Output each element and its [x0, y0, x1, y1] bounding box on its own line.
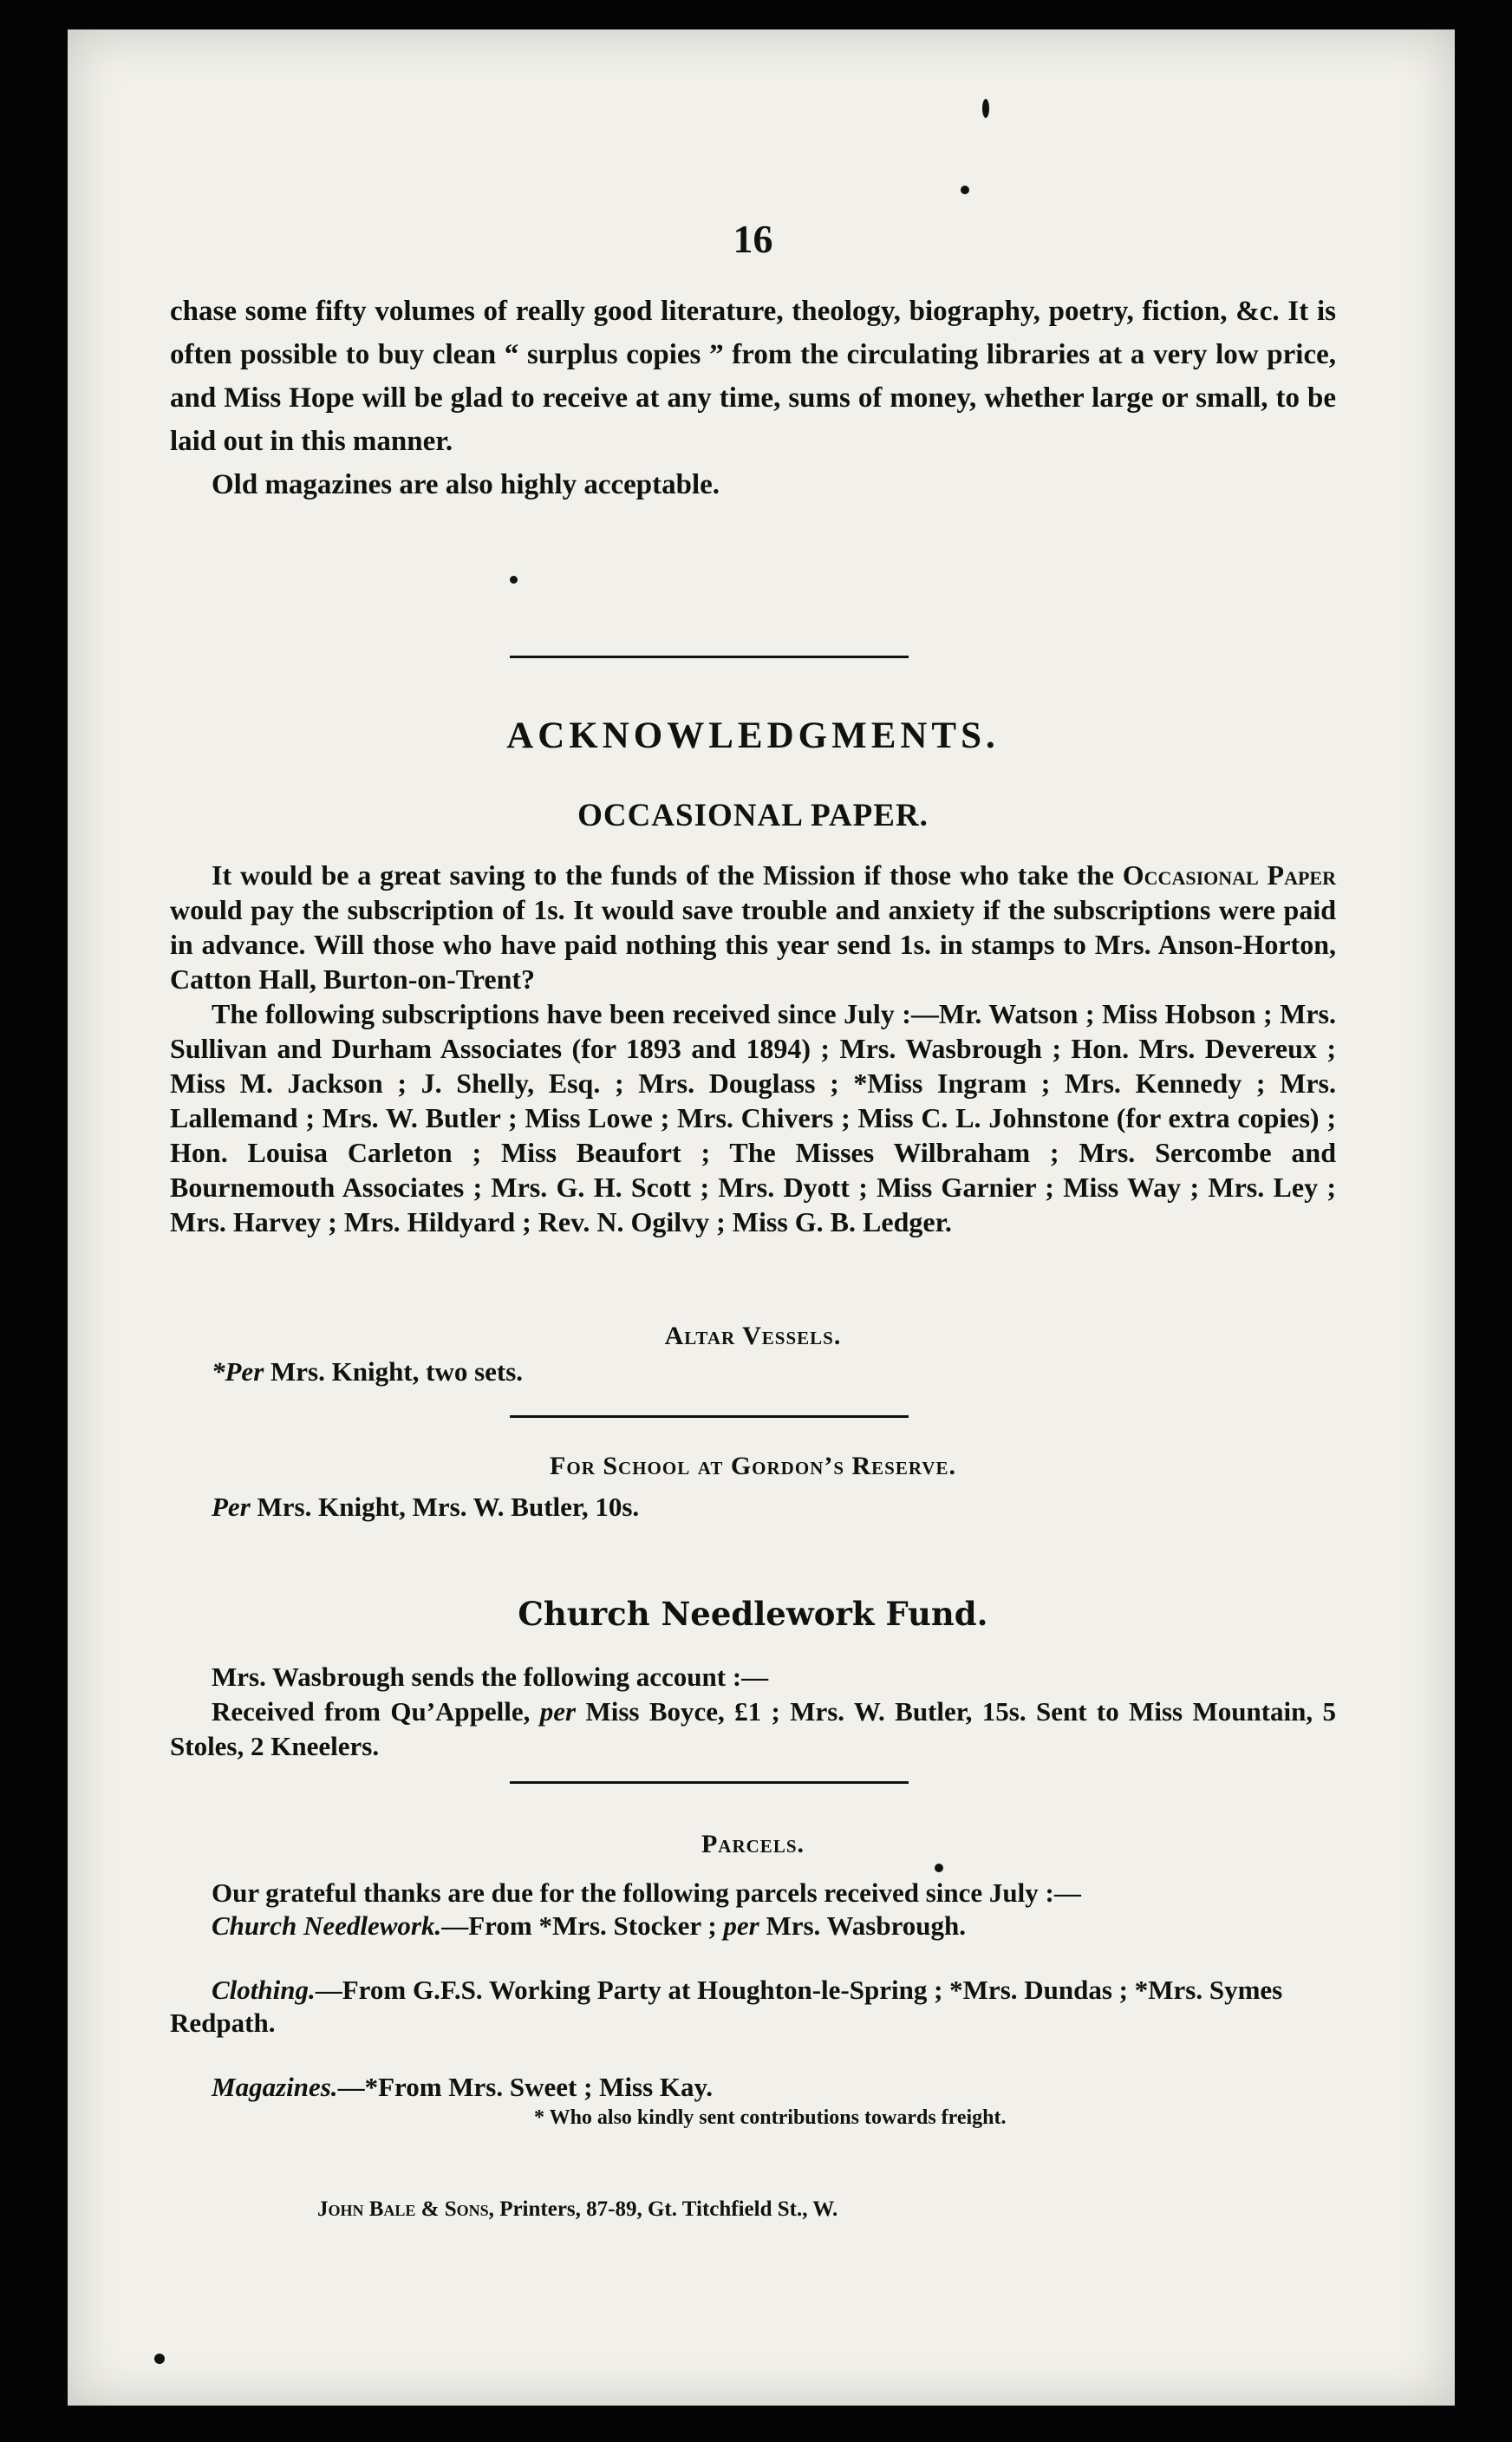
altar-vessels-per: *Per [212, 1356, 264, 1387]
school-per: Per [212, 1492, 251, 1522]
intro-section [170, 290, 1336, 506]
school-text: Mrs. Knight, Mrs. W. Butler, 10s. [257, 1492, 640, 1522]
occasional-paper-paragraph [170, 858, 1336, 996]
divider [510, 1415, 909, 1418]
altar-vessels-entry [212, 1356, 1378, 1388]
scan-speck [982, 99, 989, 118]
needlework-received [170, 1694, 1336, 1764]
subscriptions-paragraph: The following subscriptions have been received since July :—Mr. Watson ; Miss Hobson ; Mrs. Sullivan and Durham Associates (for 1893 and 1894) ; Mrs. Wasbrough ; Hon. Mrs. Devereux ; Miss M. Jackson ; J. Shelly, Esq. ; Mrs. Douglass ; *Miss Ingram ; Mrs. Kennedy ; Mrs. Lallemand ; Mrs. W. Butler ; Miss Lowe ; Mrs. Chivers ; Miss C. L. Johnstone (for extra copies) ; Hon. Louisa Carleton ; Miss Beaufort ; The Misses Wilbraham ; Mrs. Sercombe and Bournemouth Associates ; Mrs. G. H. Scott ; Mrs. Dyott ; Miss Garnier ; Miss Way ; Mrs. Ley ; Mrs. Harvey ; Mrs. Hildyard ; Rev. N. Ogilvy ; Miss G. B. Ledger. [170, 998, 1336, 1237]
altar-vessels-heading: Altar Vessels. [664, 1322, 842, 1350]
printer-name: John Bale & Sons, [317, 2197, 494, 2221]
divider [510, 656, 909, 658]
parcels-needlework-per: per [723, 1910, 759, 1941]
needlework-received-a: Received from Qu’Appelle, [212, 1696, 531, 1727]
parcels-section [170, 1877, 1336, 2104]
needlework-per: per [539, 1696, 577, 1727]
parcels-intro: Our grateful thanks are due for the following parcels received since July :— [212, 1877, 1081, 1908]
parcels-needlework-label: Church Needlework. [212, 1910, 442, 1941]
school-entry [212, 1492, 1378, 1523]
acknowledgments-heading: ACKNOWLEDGMENTS. [506, 715, 1000, 756]
occasional-paper-heading: OCCASIONAL PAPER. [577, 798, 929, 833]
printer-address: Printers, 87-89, Gt. Titchfield St., W. [499, 2197, 838, 2221]
scan-speck [935, 1864, 943, 1872]
scan-speck [961, 186, 969, 194]
occasional-paper-text-a: It would be a great saving to the funds of the Mission if those who take the [212, 859, 1114, 891]
altar-vessels-text: Mrs. Knight, two sets. [270, 1356, 524, 1387]
intro-paragraph: chase some fifty volumes of really good literature, theology, biography, poetry, fiction, &c. It is often possible to buy clean “ surplus copies ” from the circulating libraries at a very low price, and Miss Hope will be glad to receive at any time, sums of money, whether large or small, to be laid out in this manner. [170, 296, 1336, 457]
occasional-paper-text-b: would pay the subscription of 1s. It would save trouble and anxiety if the subscriptions were paid in advance. Will those who have paid nothing this year send 1s. in stamps to Mrs. Anson-Horton, Catton Hall, Burton-on-Trent? [170, 894, 1336, 995]
magazines-note: Old magazines are also highly acceptable. [212, 469, 720, 500]
parcels-magazines-label: Magazines. [212, 2072, 338, 2102]
parcels-clothing [170, 1974, 1336, 2040]
scan-speck [510, 576, 518, 584]
school-heading: For School at Gordon’s Reserve. [550, 1452, 956, 1480]
parcels-magazines-text: —*From Mrs. Sweet ; Miss Kay. [337, 2072, 714, 2102]
occasional-paper-name: Occasional Paper [1122, 859, 1336, 891]
church-needlework-heading: Church Needlework Fund. [518, 1595, 988, 1633]
parcels-needlework-a: —From *Mrs. Stocker ; [441, 1910, 717, 1941]
parcels-needlework-b: Mrs. Wasbrough. [766, 1910, 967, 1941]
needlework-received-b: Miss Boyce, £1 ; Mrs. W. Butler, 15s. Sent to Miss Mountain, 5 Stoles, 2 Kneelers. [170, 1696, 1337, 1761]
church-needlework-section [170, 1660, 1336, 1764]
needlework-account: Mrs. Wasbrough sends the following account :— [212, 1662, 769, 1692]
scan-speck [154, 2354, 165, 2364]
parcels-magazines [170, 2071, 1336, 2104]
page-number: 16 [733, 217, 773, 261]
parcels-clothing-label: Clothing. [212, 1975, 316, 2005]
divider [510, 1781, 909, 1784]
parcels-clothing-text: —From G.F.S. Working Party at Houghton-le-Spring ; *Mrs. Dundas ; *Mrs. Symes Redpath. [170, 1975, 1283, 2038]
printer-imprint [317, 2197, 837, 2222]
parcels-needlework [170, 1910, 1336, 1942]
occasional-paper-section [170, 858, 1336, 1239]
parcels-heading: Parcels. [701, 1830, 805, 1858]
document-page [68, 29, 1455, 2406]
freight-footnote: * Who also kindly sent contributions towards freight. [534, 2106, 1007, 2129]
